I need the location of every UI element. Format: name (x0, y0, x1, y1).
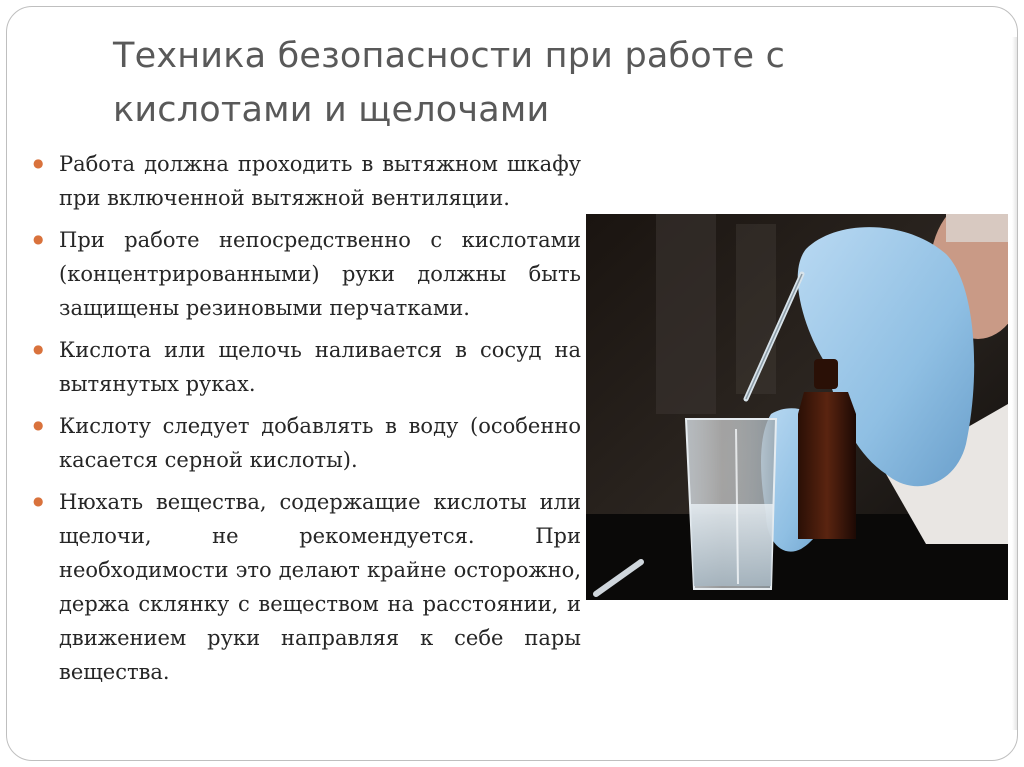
slide (6, 6, 1018, 761)
bullet-icon: ● (33, 232, 44, 246)
bullet-list (31, 147, 581, 697)
bullet-icon: ● (33, 418, 44, 432)
lab-photo-illustration (586, 214, 1008, 600)
bullet-item (31, 223, 581, 325)
slide-title: Техника безопасности при работе с кислотами и щелочами (113, 36, 786, 130)
bullet-item (31, 333, 581, 401)
lab-photo (586, 214, 1008, 600)
bullet-text: Кислота или щелочь наливается в сосуд на вытянутых руках. (59, 338, 581, 396)
bullet-item (31, 485, 581, 689)
bullet-icon: ● (33, 342, 44, 356)
bullet-icon: ● (33, 494, 44, 508)
bullet-text: Кислоту следует добавлять в воду (особенно касается серной кислоты). (59, 414, 581, 472)
bullet-item (31, 409, 581, 477)
bullet-item (31, 147, 581, 215)
slide-edge-shadow (1012, 37, 1018, 730)
bullet-text: При работе непосредственно с кислотами (концентрированными) руки должны быть защищены резиновыми перчатками. (59, 228, 581, 320)
bullet-text: Нюхать вещества, содержащие кислоты или щелочи, не рекомендуется. При необходимости это делают крайне осторожно, держа склянку с веществом на расстоянии, и движением руки направляя к себе пары вещества. (59, 490, 581, 684)
bullet-icon: ● (33, 156, 44, 170)
bullet-text: Работа должна проходить в вытяжном шкафу при включенной вытяжной вентиляции. (59, 152, 581, 210)
